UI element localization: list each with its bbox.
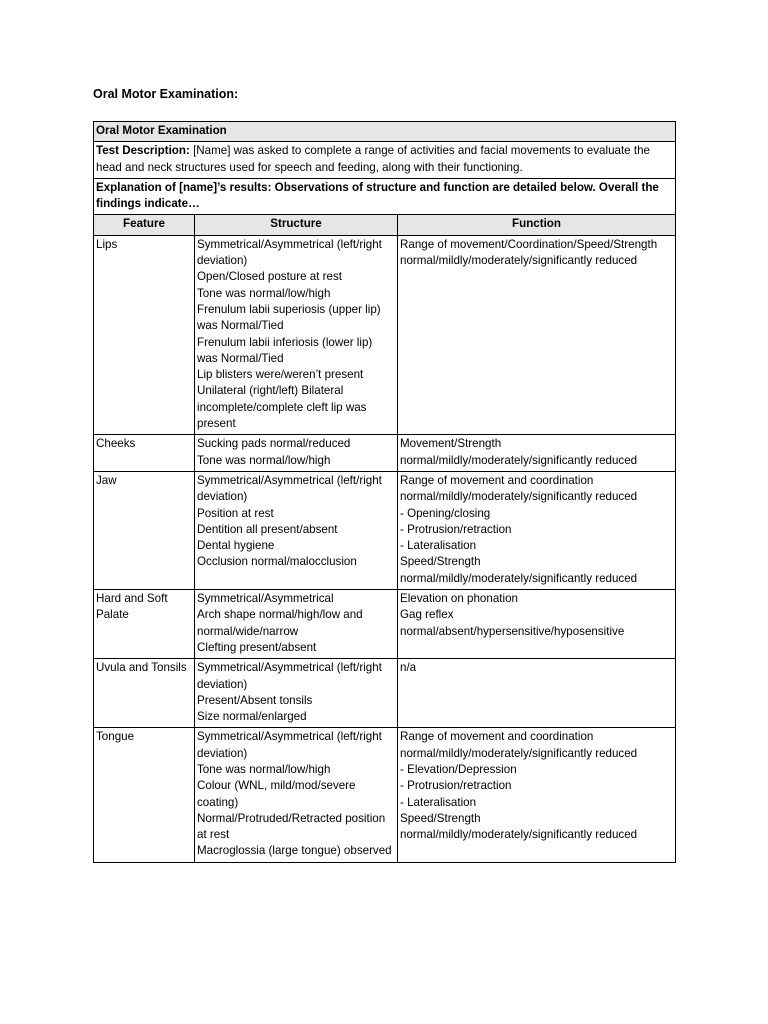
- structure-line: Tone was normal/low/high: [197, 286, 331, 300]
- function-line: normal/mildly/moderately/significantly reduced: [400, 453, 638, 467]
- structure-line: Arch shape normal/high/low and normal/wide/narrow: [197, 608, 363, 638]
- structure-cell: [195, 728, 398, 862]
- table-title-row: [94, 122, 676, 142]
- feature-cell: Hard and Soft Palate: [94, 590, 195, 659]
- structure-cell: [195, 235, 398, 435]
- function-line: - Protrusion/retraction: [400, 779, 512, 793]
- table-row: [94, 590, 676, 659]
- feature-cell: Jaw: [94, 471, 195, 589]
- function-line: Range of movement/Coordination/Speed/Strength: [400, 237, 658, 251]
- explanation-row: [94, 178, 676, 215]
- function-line: Speed/Strength: [400, 555, 481, 569]
- table-row: [94, 471, 676, 589]
- structure-line: Occlusion normal/malocclusion: [197, 555, 357, 569]
- column-header-row: [94, 215, 676, 235]
- structure-line: Dentition all present/absent: [197, 522, 338, 536]
- structure-cell: [195, 435, 398, 472]
- structure-line: Frenulum labii superiosis (upper lip) was Normal/Tied: [197, 302, 381, 333]
- function-line: n/a: [400, 661, 417, 675]
- function-line: normal/mildly/moderately/significantly reduced: [400, 828, 638, 842]
- explanation-label: Explanation of [name]’s results:: [96, 180, 272, 194]
- structure-line: Tone was normal/low/high: [197, 762, 331, 776]
- function-cell: [398, 659, 676, 728]
- function-line: Elevation on phonation: [400, 592, 518, 606]
- table-row: [94, 659, 676, 728]
- table-row: [94, 728, 676, 862]
- function-cell: [398, 590, 676, 659]
- column-header-structure: Structure: [195, 215, 398, 235]
- table-title: Oral Motor Examination: [94, 122, 676, 142]
- test-description-text: [Name] was asked to complete a range of activities and facial movements to evaluate the head and neck structures used for speech and feeding, along with their functioning.: [96, 144, 650, 174]
- test-description-cell: [94, 142, 676, 179]
- structure-line: Symmetrical/Asymmetrical (left/right deviation): [197, 237, 382, 268]
- function-line: - Elevation/Depression: [400, 762, 517, 776]
- explanation-cell: [94, 178, 676, 215]
- feature-cell: Tongue: [94, 728, 195, 862]
- function-line: - Lateralisation: [400, 795, 477, 809]
- function-line: - Opening/closing: [400, 506, 491, 520]
- table-row: [94, 435, 676, 472]
- structure-line: Normal/Protruded/Retracted position at rest: [197, 811, 386, 842]
- structure-line: Position at rest: [197, 506, 274, 520]
- structure-line: Symmetrical/Asymmetrical: [197, 592, 334, 606]
- structure-line: Colour (WNL, mild/mod/severe coating): [197, 779, 356, 809]
- function-cell: [398, 728, 676, 862]
- function-line: normal/mildly/moderately/significantly reduced: [400, 490, 638, 504]
- function-line: normal/mildly/moderately/significantly reduced: [400, 571, 638, 585]
- column-header-feature: Feature: [94, 215, 195, 235]
- column-header-function: Function: [398, 215, 676, 235]
- structure-line: Symmetrical/Asymmetrical (left/right deviation): [197, 730, 382, 760]
- structure-line: Macroglossia (large tongue) observed: [197, 844, 392, 858]
- structure-line: Unilateral (right/left) Bilateral incomplete/complete cleft lip was present: [197, 384, 367, 431]
- feature-cell: Lips: [94, 235, 195, 435]
- function-line: - Lateralisation: [400, 539, 477, 553]
- feature-cell: Cheeks: [94, 435, 195, 472]
- document-heading: Oral Motor Examination:: [93, 87, 239, 101]
- structure-line: Size normal/enlarged: [197, 710, 307, 724]
- function-cell: [398, 235, 676, 435]
- structure-cell: [195, 659, 398, 728]
- function-line: normal/mildly/moderately/significantly reduced: [400, 746, 638, 760]
- explanation-text: Observations of structure and function are detailed below. Overall the findings indicate…: [96, 180, 659, 211]
- test-description-row: [94, 142, 676, 179]
- oral-motor-table: [93, 121, 676, 863]
- structure-line: Sucking pads normal/reduced: [197, 437, 351, 451]
- structure-line: Symmetrical/Asymmetrical (left/right deviation): [197, 661, 382, 691]
- structure-line: Open/Closed posture at rest: [197, 270, 343, 284]
- structure-line: Dental hygiene: [197, 539, 275, 553]
- structure-cell: [195, 471, 398, 589]
- function-line: Range of movement and coordination: [400, 730, 594, 744]
- feature-cell: Uvula and Tonsils: [94, 659, 195, 728]
- test-description-label: Test Description:: [96, 144, 190, 158]
- function-line: Speed/Strength: [400, 811, 481, 825]
- structure-cell: [195, 590, 398, 659]
- function-cell: [398, 471, 676, 589]
- function-line: Gag reflex: [400, 608, 454, 622]
- function-line: Movement/Strength: [400, 437, 502, 451]
- structure-line: Clefting present/absent: [197, 640, 317, 654]
- structure-line: Symmetrical/Asymmetrical (left/right deviation): [197, 473, 382, 504]
- structure-line: Present/Absent tonsils: [197, 693, 313, 707]
- function-cell: [398, 435, 676, 472]
- function-line: normal/mildly/moderately/significantly reduced: [400, 254, 638, 268]
- function-line: normal/absent/hypersensitive/hyposensitive: [400, 624, 625, 638]
- function-line: Range of movement and coordination: [400, 473, 594, 487]
- structure-line: Frenulum labii inferiosis (lower lip) was Normal/Tied: [197, 335, 373, 365]
- structure-line: Tone was normal/low/high: [197, 453, 331, 467]
- table-row: [94, 235, 676, 435]
- structure-line: Lip blisters were/weren’t present: [197, 368, 364, 382]
- function-line: - Protrusion/retraction: [400, 522, 512, 536]
